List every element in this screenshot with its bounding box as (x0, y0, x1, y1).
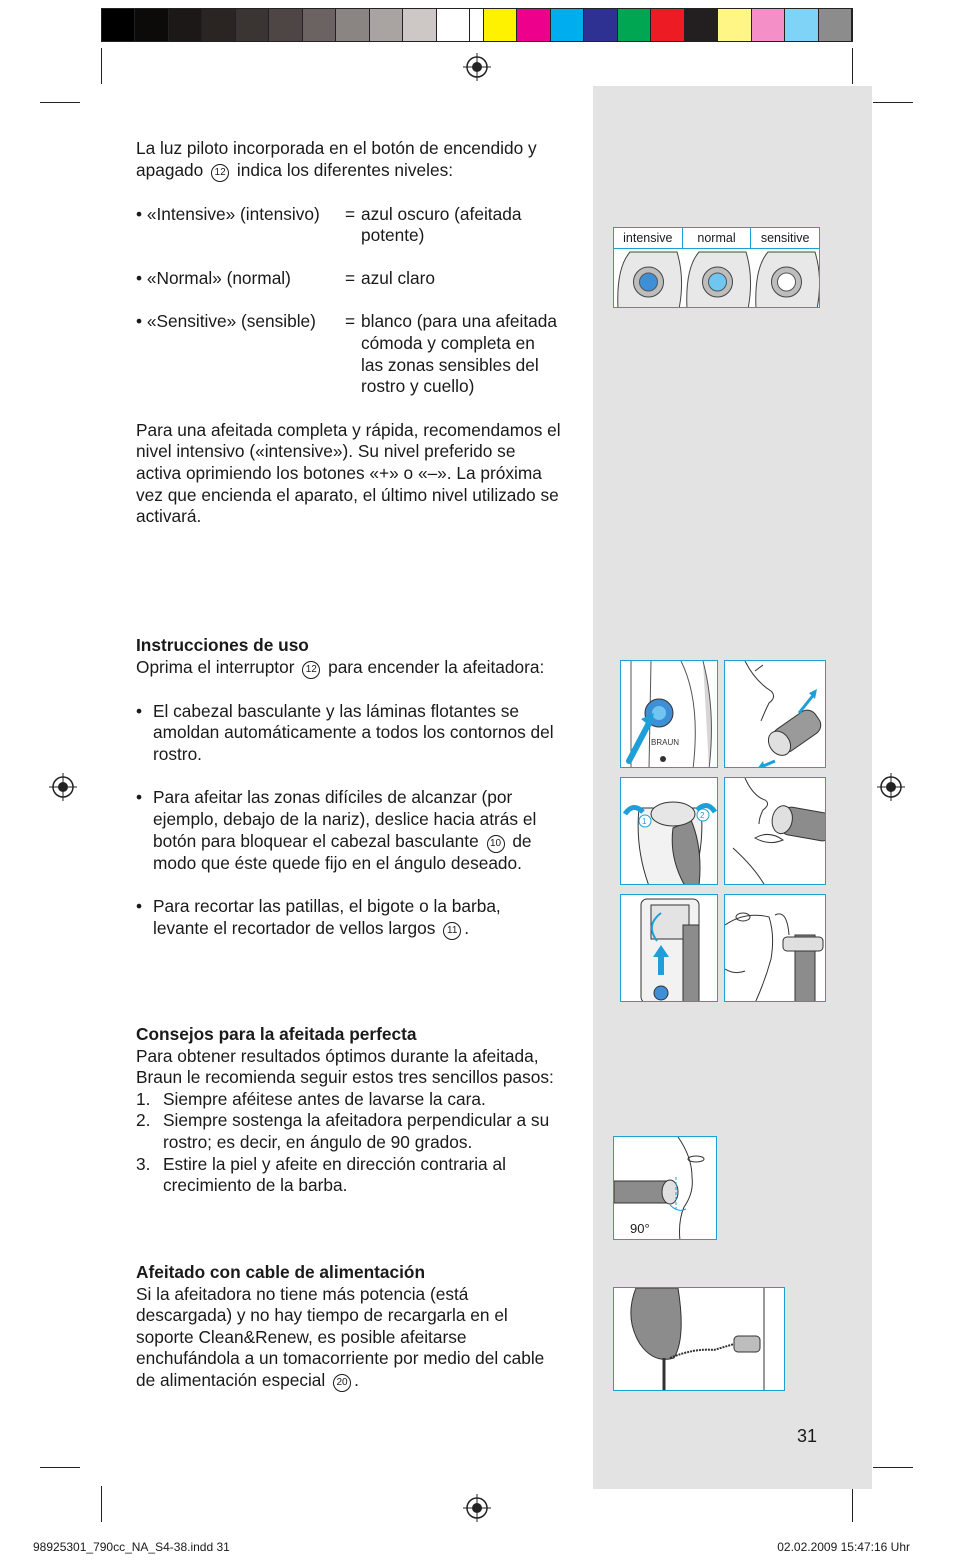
intro-paragraph (136, 138, 561, 182)
level-sensitive (136, 311, 561, 397)
usage-paragraph (136, 657, 561, 679)
usage-bullet-1 (136, 701, 561, 766)
cable-text-b: . (354, 1369, 359, 1390)
usage-text-a: Oprima el interruptor (136, 656, 300, 677)
usage-text-b: para encender la afeitadora: (323, 656, 545, 677)
usage-bullet-2 (136, 787, 561, 874)
level-key: • «Normal» (normal) (136, 267, 291, 288)
color-swatch (517, 9, 550, 41)
color-swatch (403, 9, 436, 41)
registration-mark-icon (49, 773, 77, 801)
figure-mustache (724, 777, 826, 885)
figure-power-on (620, 660, 718, 768)
tips-heading: Consejos para la afeitada perfecta (136, 1024, 417, 1044)
color-swatch (819, 9, 852, 41)
bullet: • (136, 787, 143, 808)
intro-recommendation: Para una afeitada completa y rápida, recomendamos el nivel intensivo («intensive»). Su nivel preferido se activa oprimiendo los botones «+» o «–». La próxima vez que encienda el aparato, el último nivel utilizado se activará. (136, 419, 561, 527)
tips-section (136, 1024, 561, 1197)
list-text: Estire la piel y afeite en dirección contraria al crecimiento de la barba. (163, 1153, 506, 1196)
color-swatch (470, 9, 484, 41)
reference-number: 12 (302, 661, 320, 679)
cable-text-a: Si la afeitadora no tiene más potencia (está descargada) y no hay tiempo de recargarla en el soporte Clean&Renew, es posible afeitarse enchufándola a un tomacorriente por medio del cable de alimentación especial (136, 1283, 545, 1390)
color-swatch (102, 9, 135, 41)
list-item (136, 1089, 561, 1111)
color-swatch (336, 9, 369, 41)
angle-label: 90° (630, 1221, 650, 1236)
registration-mark-icon (877, 773, 905, 801)
color-swatch (484, 9, 517, 41)
figure-power-levels (613, 227, 820, 308)
tips-intro: Para obtener resultados óptimos durante la afeitada, Braun le recomienda seguir estos tres sencillos pasos: (136, 1045, 554, 1088)
page-number: 31 (797, 1426, 818, 1446)
level-label-intensive: intensive (614, 228, 683, 248)
registration-mark-icon (463, 53, 491, 81)
list-item (136, 1110, 561, 1153)
power-led (709, 273, 727, 291)
level-equals: = (345, 203, 356, 224)
color-swatch (551, 9, 584, 41)
registration-mark-icon (463, 1494, 491, 1522)
color-swatch (236, 9, 269, 41)
intro-section (136, 138, 561, 528)
color-swatch (202, 9, 235, 41)
list-number: 2. (136, 1110, 151, 1131)
color-swatch (785, 9, 818, 41)
level-value: blanco (para una afeitada cómoda y completa en las zonas sensibles del rostro y cuello) (361, 311, 558, 397)
usage-heading: Instrucciones de uso (136, 635, 309, 655)
footer-file-info: 98925301_790cc_NA_S4-38.indd 31 (33, 1540, 230, 1554)
power-led (640, 273, 658, 291)
color-swatch (437, 9, 470, 41)
bullet-text-a: Para afeitar las zonas difíciles de alcanzar (por ejemplo, debajo de la nariz), deslice hacia atrás el botón para bloquear el cabezal basculante (153, 787, 537, 851)
bullet-text (153, 896, 561, 940)
bullet-text-a: Para recortar las patillas, el bigote o la barba, levante el recortador de vellos largos (153, 896, 501, 938)
list-number: 3. (136, 1153, 151, 1174)
level-normal (136, 268, 561, 290)
level-intensive (136, 204, 561, 247)
level-key: • «Sensitive» (sensible) (136, 311, 316, 332)
figure-lock-head (620, 777, 718, 885)
usage-section (136, 635, 561, 940)
reference-number: 20 (333, 1374, 351, 1392)
figure-trimmer (620, 894, 718, 1002)
level-equals: = (345, 311, 356, 332)
level-label-normal: normal (683, 228, 752, 248)
bullet: • (136, 700, 143, 721)
list-text: Siempre aféitese antes de lavarse la cara. (163, 1088, 486, 1109)
list-text: Siempre sostenga la afeitadora perpendicular a su rostro; es decir, en ángulo de 90 grados. (163, 1110, 550, 1152)
list-item (136, 1154, 561, 1197)
list-number: 1. (136, 1088, 151, 1109)
level-value: azul oscuro (afeitada potente) (361, 203, 522, 246)
power-led (778, 273, 796, 291)
color-swatch (752, 9, 785, 41)
cable-heading: Afeitado con cable de alimentación (136, 1262, 426, 1282)
color-swatch (303, 9, 336, 41)
level-label-sensitive: sensitive (760, 231, 810, 245)
reference-number: 12 (211, 164, 229, 182)
footer-timestamp: 02.02.2009 15:47:16 Uhr (777, 1540, 910, 1554)
color-swatch (685, 9, 718, 41)
level-equals: = (345, 267, 356, 288)
arrow-number: 2 (700, 811, 705, 820)
usage-bullet-3 (136, 896, 561, 940)
bullet-text-b: . (464, 917, 470, 938)
color-calibration-bar (101, 8, 853, 42)
intro-text-a: La luz piloto incorporada en el botón de encendido y apagado (136, 138, 537, 180)
cable-section (136, 1262, 561, 1392)
level-key: • «Intensive» (intensivo) (136, 203, 320, 224)
bullet-text (153, 787, 561, 874)
figure-under-nose (724, 660, 826, 768)
arrow-number: 1 (642, 817, 647, 826)
bullet-text: El cabezal basculante y las láminas flotantes se amoldan automáticamente a todos los contornos del rostro. (153, 700, 554, 764)
figure-sideburns (724, 894, 826, 1002)
color-swatch (370, 9, 403, 41)
level-value: azul claro (361, 267, 435, 288)
color-swatch (135, 9, 168, 41)
color-swatch (618, 9, 651, 41)
reference-number: 10 (487, 835, 505, 853)
bullet-text-b: de modo que éste quede fijo en el ángulo deseado. (153, 830, 532, 873)
brand-logo: BRAUN (651, 738, 680, 747)
color-swatch (718, 9, 751, 41)
intro-text-b: indica los diferentes niveles: (232, 159, 454, 180)
color-swatch (169, 9, 202, 41)
bullet: • (136, 896, 143, 917)
color-swatch (651, 9, 684, 41)
figure-90-degrees (613, 1136, 717, 1240)
color-swatch (269, 9, 302, 41)
color-swatch (584, 9, 617, 41)
reference-number: 11 (443, 922, 461, 940)
cable-paragraph (136, 1284, 561, 1392)
figure-power-cable (613, 1287, 785, 1391)
power-button-illustration (614, 228, 820, 308)
tips-list (136, 1089, 561, 1197)
